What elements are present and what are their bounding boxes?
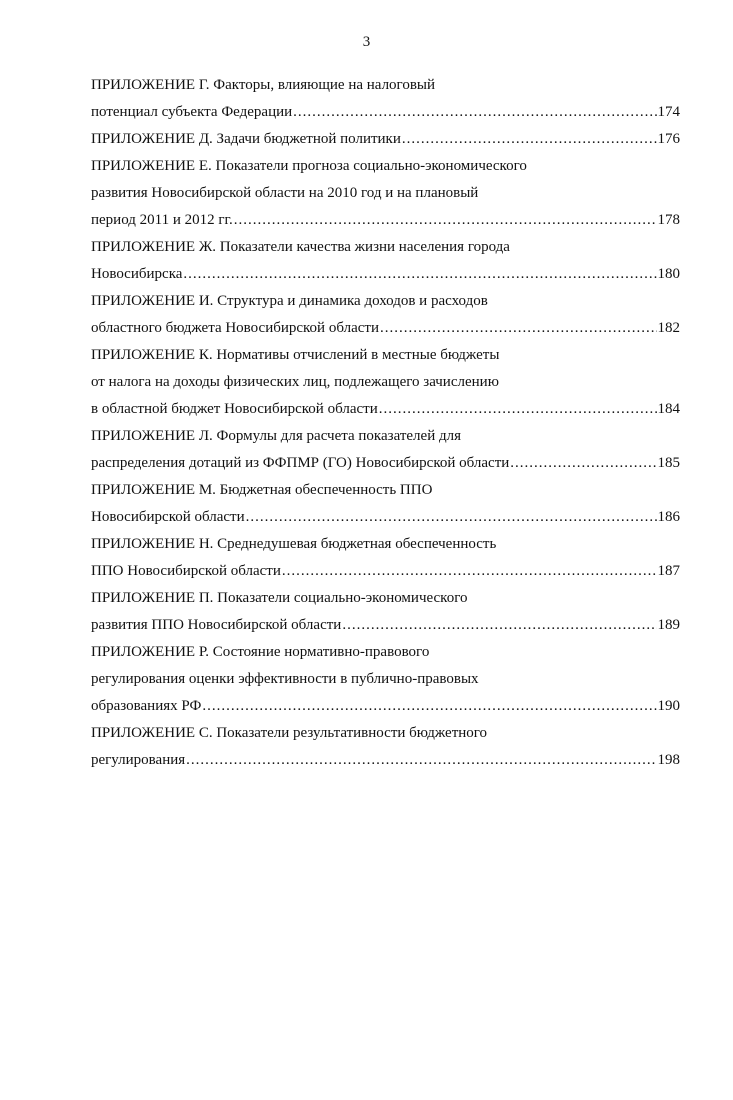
dot-leader	[379, 396, 657, 423]
toc-page-number: 187	[657, 563, 680, 579]
toc-page-number: 198	[657, 752, 680, 768]
table-of-contents	[91, 72, 680, 774]
page-number: 3	[362, 34, 371, 50]
toc-entry-text: ПРИЛОЖЕНИЕ И. Структура и динамика доходов и расходов	[91, 293, 488, 309]
toc-entry-text: развития Новосибирской области на 2010 год и на плановый	[91, 185, 479, 201]
toc-entry-text: ПРИЛОЖЕНИЕ С. Показатели результативности бюджетного	[91, 725, 488, 741]
toc-entry	[91, 153, 680, 234]
dot-leader	[183, 261, 656, 288]
dot-leader	[246, 504, 657, 531]
toc-page-number: 186	[657, 509, 680, 525]
toc-entry-text: регулирования	[91, 752, 186, 768]
toc-page-number: 190	[657, 698, 680, 714]
toc-page-number: 184	[657, 401, 680, 417]
toc-entry	[91, 585, 680, 639]
toc-entry-text: распределения дотаций из ФФПМР (ГО) Новосибирской области	[91, 455, 510, 471]
toc-entry-text: ПРИЛОЖЕНИЕ Н. Среднедушевая бюджетная обеспеченность	[91, 536, 497, 552]
toc-entry	[91, 288, 680, 342]
dot-leader	[402, 126, 657, 153]
toc-page-number: 178	[657, 212, 680, 228]
toc-page-number: 189	[657, 617, 680, 633]
toc-entry-text: в областной бюджет Новосибирской области	[91, 401, 378, 417]
dot-leader	[342, 612, 656, 639]
toc-page-number: 174	[657, 104, 680, 120]
toc-page-number: 182	[657, 320, 680, 336]
toc-entry-text: ПРИЛОЖЕНИЕ К. Нормативы отчислений в местные бюджеты	[91, 347, 500, 363]
toc-entry-text: ПРИЛОЖЕНИЕ Р. Состояние нормативно-правового	[91, 644, 430, 660]
toc-entry-text: Новосибирска	[91, 266, 183, 282]
toc-entry-text: ПРИЛОЖЕНИЕ Д. Задачи бюджетной политики	[91, 131, 401, 147]
toc-entry-text: Новосибирской области	[91, 509, 245, 525]
toc-entry	[91, 531, 680, 585]
toc-entry-text: развития ППО Новосибирской области	[91, 617, 342, 633]
toc-entry-text: ПРИЛОЖЕНИЕ Ж. Показатели качества жизни населения города	[91, 239, 510, 255]
toc-entry-text: ППО Новосибирской области	[91, 563, 281, 579]
toc-page-number: 185	[657, 455, 680, 471]
toc-entry-text: областного бюджета Новосибирской области	[91, 320, 379, 336]
dot-leader	[234, 207, 657, 234]
toc-entry	[91, 720, 680, 774]
toc-entry-text: ПРИЛОЖЕНИЕ Л. Формулы для расчета показателей для	[91, 428, 461, 444]
toc-entry-text: потенциал субъекта Федерации	[91, 104, 293, 120]
dot-leader	[510, 450, 656, 477]
toc-entry	[91, 423, 680, 477]
dot-leader	[186, 747, 656, 774]
toc-entry-text: образованиях РФ	[91, 698, 202, 714]
toc-page-number: 180	[657, 266, 680, 282]
toc-entry	[91, 477, 680, 531]
dot-leader	[202, 693, 656, 720]
toc-entry-text: ПРИЛОЖЕНИЕ Г. Факторы, влияющие на налоговый	[91, 77, 436, 93]
dot-leader	[293, 99, 656, 126]
toc-entry-text: регулирования оценки эффективности в публично-правовых	[91, 671, 479, 687]
toc-entry	[91, 234, 680, 288]
toc-entry	[91, 126, 680, 153]
dot-leader	[380, 315, 657, 342]
dot-leader	[282, 558, 657, 585]
toc-entry	[91, 72, 680, 126]
toc-entry-text: от налога на доходы физических лиц, подлежащего зачислению	[91, 374, 499, 390]
toc-entry	[91, 342, 680, 423]
toc-entry-text: ПРИЛОЖЕНИЕ П. Показатели социально-экономического	[91, 590, 468, 606]
toc-entry-text: ПРИЛОЖЕНИЕ М. Бюджетная обеспеченность ППО	[91, 482, 433, 498]
toc-page-number: 176	[657, 131, 680, 147]
toc-entry-text: ПРИЛОЖЕНИЕ Е. Показатели прогноза социально-экономического	[91, 158, 527, 174]
toc-entry	[91, 639, 680, 720]
toc-entry-text: период 2011 и 2012 гг.	[91, 212, 233, 228]
